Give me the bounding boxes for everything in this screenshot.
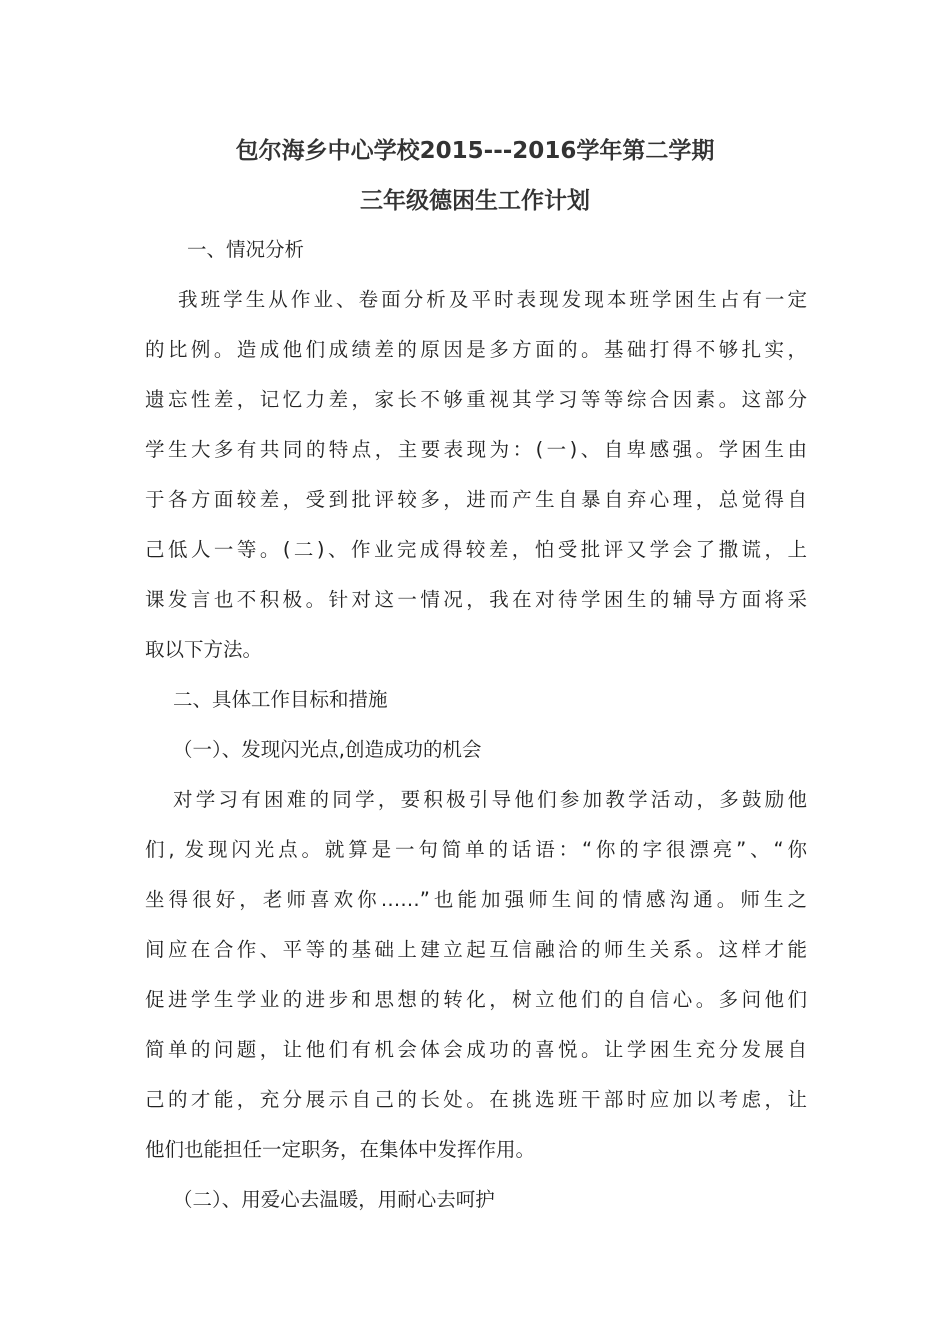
paragraph-line: 我班学生从作业、卷面分析及平时表现发现本班学困生占有一定 bbox=[178, 288, 807, 311]
document-title-line-2: 三年级德困生工作计划 bbox=[360, 188, 590, 214]
paragraph-line: 促进学生学业的进步和思想的转化，树立他们的自信心。多问他们 bbox=[145, 988, 807, 1011]
section-heading-analysis: 一、情况分析 bbox=[187, 238, 305, 261]
paragraph-line: 们, 发现闪光点。就算是一句简单的话语：“你的字很漂亮”、“你 bbox=[145, 838, 807, 861]
paragraph-line: 他们也能担任一定职务，在集体中发挥作用。 bbox=[145, 1138, 536, 1161]
paragraph-line: 己低人一等。(二)、作业完成得较差，怕受批评又学会了撒谎，上 bbox=[145, 538, 807, 561]
section-heading-goals: 二、具体工作目标和措施 bbox=[173, 688, 388, 711]
subsection-heading-1: （一）、发现闪光点,创造成功的机会 bbox=[173, 738, 482, 761]
paragraph-line: 己的才能，充分展示自己的长处。在挑选班干部时应加以考虑，让 bbox=[145, 1088, 807, 1111]
paragraph-line: 课发言也不积极。针对这一情况，我在对待学困生的辅导方面将采 bbox=[145, 588, 807, 611]
paragraph-line: 坐得很好，老师喜欢你……”也能加强师生间的情感沟通。师生之 bbox=[145, 888, 807, 911]
paragraph-line: 对学习有困难的同学，要积极引导他们参加教学活动，多鼓励他 bbox=[173, 788, 807, 811]
document-title-line-1: 包尔海乡中心学校2015---2016学年第二学期 bbox=[235, 138, 715, 164]
paragraph-line: 简单的问题，让他们有机会体会成功的喜悦。让学困生充分发展自 bbox=[145, 1038, 807, 1061]
paragraph-line: 的比例。造成他们成绩差的原因是多方面的。基础打得不够扎实， bbox=[145, 338, 807, 361]
paragraph-line: 于各方面较差，受到批评较多，进而产生自暴自弃心理，总觉得自 bbox=[145, 488, 807, 511]
paragraph-line: 遗忘性差，记忆力差，家长不够重视其学习等等综合因素。这部分 bbox=[145, 388, 807, 411]
paragraph-line: 间应在合作、平等的基础上建立起互信融洽的师生关系。这样才能 bbox=[145, 938, 807, 961]
paragraph-line: 学生大多有共同的特点，主要表现为：(一)、自卑感强。学困生由 bbox=[145, 438, 807, 461]
subsection-heading-2: （二）、用爱心去温暖，用耐心去呵护 bbox=[173, 1188, 495, 1211]
paragraph-line: 取以下方法。 bbox=[145, 638, 263, 661]
